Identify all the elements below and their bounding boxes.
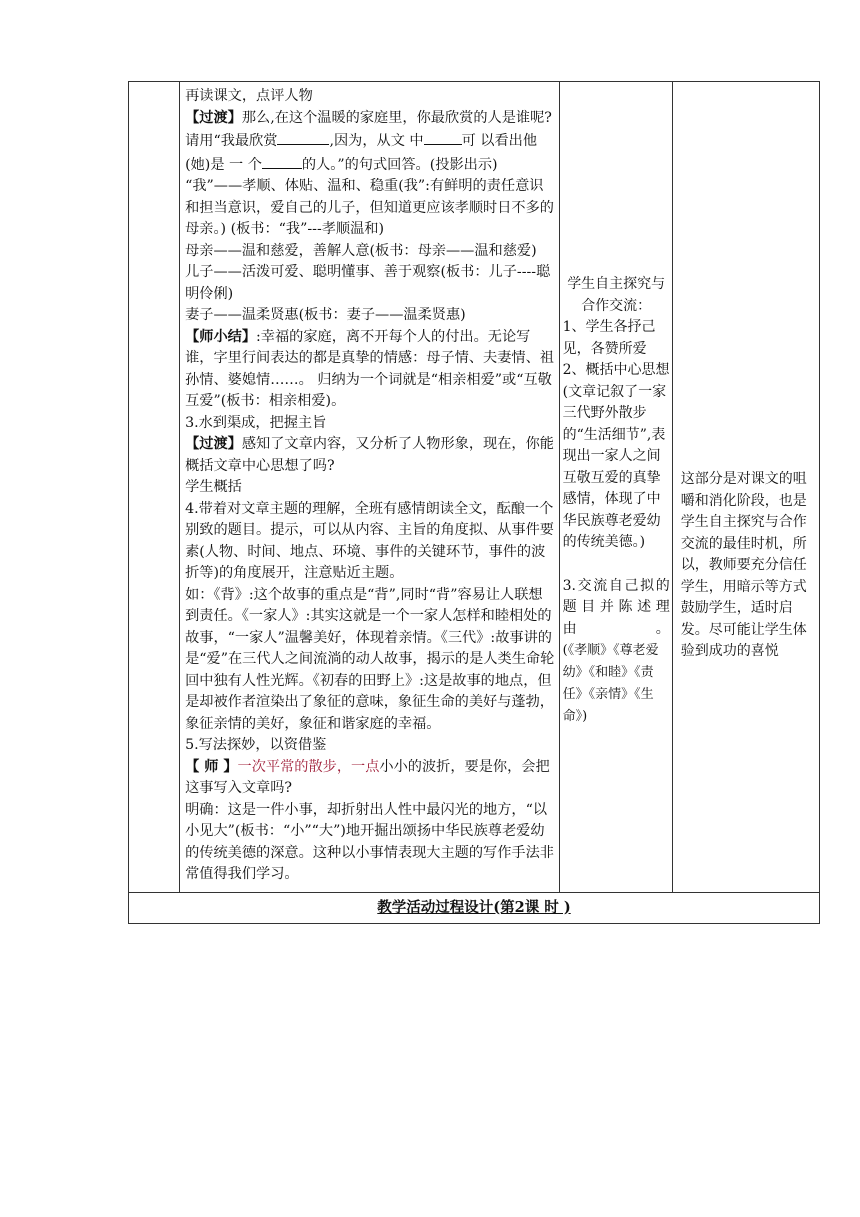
teacher-question-text: 小小的波折，要是你，会把这事写入文章吗? xyxy=(185,758,550,796)
transition-paragraph-2 xyxy=(185,434,555,477)
transition-text-5: 感知了文章内容，又分析了人物形象，现在，你能概括文章中心思想了吗? xyxy=(185,436,554,474)
character-me: “我”——孝顺、体贴、温和、稳重(我”:有鲜明的责任意识和担当意识，爱自己的儿子，但知道更应该孝顺时日不多的母亲。) (板书：“我”---孝顺温和) xyxy=(185,178,554,237)
teacher-tag: 【 师 】 xyxy=(185,758,238,775)
student-item-1: 1、学生各抒己见，各赞所爱 xyxy=(562,319,656,357)
step-3-heading: 3.水到渠成，把握主旨 xyxy=(185,414,327,431)
empty-cell xyxy=(129,82,180,893)
transition-text-1: 那么,在这个温暖的家庭里，你最欣赏的人是谁呢?请用“我最欣赏 xyxy=(185,109,552,149)
table-row xyxy=(129,892,820,923)
character-mother: 母亲——温和慈爱，善解人意(板书：母亲——温和慈爱) xyxy=(185,242,537,259)
transition-text-3: 可 以看出他(她)是 一 个 xyxy=(185,133,538,173)
character-wife: 妻子——温柔贤惠(板书：妻子——温柔贤惠) xyxy=(185,307,466,323)
fill-blank xyxy=(277,129,329,145)
design-intent-text: 这部分是对课文的咀嚼和消化阶段，也是学生自主探究与合作交流的最佳时机，所以，教师要充分信任学生，用暗示等方式鼓励学生，适时启发。尽可能让学生体验到成功的喜悦 xyxy=(680,471,807,659)
fill-blank xyxy=(424,129,462,145)
suggested-titles: (《孝顺》《尊老爱幼》《和睦》《责任》《亲情》《生命》) xyxy=(562,643,659,724)
step-5-heading: 5.写法探妙，以资借鉴 xyxy=(185,737,327,753)
transition-text-2: ,因为，从文 中 xyxy=(329,133,424,149)
fill-blank xyxy=(262,153,302,169)
highlighted-text: 一次平常的散步，一点 xyxy=(237,758,380,775)
summary-text: :幸福的家庭，离不开每个人的付出。无论写谁，字里行间表达的都是真挚的情感：母子情、夫妻情、祖孙情、婆媳情……。 归纳为一个词就是“相亲相爱”或“互敬互爱”(板书：相亲相爱)。 xyxy=(185,328,554,409)
summary-tag: 【师小结】 xyxy=(185,328,257,345)
lesson-plan-table xyxy=(128,81,820,924)
section-footer xyxy=(129,892,820,923)
step-4-paragraph: 4.带着对文章主题的理解，全班有感情朗读全文，酝酿一个别致的题目。提示，可以从内容、主旨的角度拟、从事件要素(人物、时间、地点、环境、事件的关键环节，事件的波折等)的角度展开，注意贴近主题。 xyxy=(185,500,554,581)
teacher-question xyxy=(185,757,555,800)
student-item-3: 3.交流自己拟的题目并陈述理由。 xyxy=(562,577,670,637)
student-activity-cell xyxy=(559,82,672,893)
table-row xyxy=(129,82,820,893)
footer-title: 教学活动过程设计(第2课 时 ) xyxy=(377,898,571,916)
transition-tag-2: 【过渡】 xyxy=(185,436,242,452)
student-activity-title: 学生自主探究与合作交流： xyxy=(567,276,666,314)
design-intent-cell xyxy=(672,82,819,893)
section-heading: 再读课文，点评人物 xyxy=(185,88,313,104)
title-examples: 如：《背》:这个故事的重点是“背”,同时“背”容易让人联想到责任。《一家人》:其实这就是一个一家人怎样和睦相处的故事，“一家人”温馨美好，体现着亲情。《三代》:故事讲的是“爱”在三代人之间流淌的动人故事，揭示的是人类生命轮回中独有人性光辉。《初春的田野上》:这是故事的地点，但是却被作者渲染出了象征的意味，象征生命的美好与蓬勃，象征亲情的美好，象征和谐家庭的幸福。 xyxy=(185,586,555,732)
transition-paragraph xyxy=(185,108,555,177)
clarification: 明确：这是一件小事，却折射出人性中最闪光的地方，“以小见大”(板书：“小”“大”)地开掘出颂扬中华民族尊老爱幼的传统美德的深意。这种以小事情表现大主题的写作手法非常值得我们学习。 xyxy=(185,801,554,882)
student-summarize: 学生概括 xyxy=(185,479,242,495)
transition-tag: 【过渡】 xyxy=(185,109,242,126)
character-son: 儿子——活泼可爱、聪明懂事、善于观察(板书：儿子----聪明伶俐) xyxy=(185,264,551,302)
teacher-summary xyxy=(185,327,555,413)
student-item-2: 2、概括中心思想(文章记叙了一家三代野外散步的“生活细节”,表现出一家人之间互敬互爱的真挚感情，体现了中华民族尊老爱幼的传统美德。) xyxy=(562,362,670,550)
teacher-activity-cell xyxy=(180,82,560,893)
transition-text-4: 的人。”的句式回答。(投影出示) xyxy=(301,156,498,173)
